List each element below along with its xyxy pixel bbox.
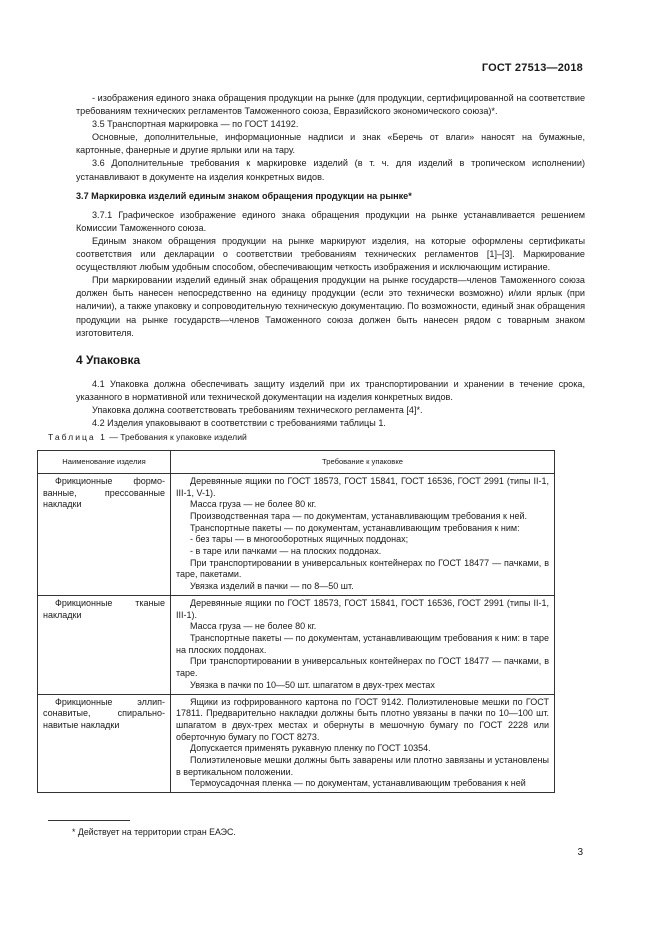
requirement-line: - без тары — в многооборотных ящичных поддонах; — [190, 534, 409, 545]
paragraph: Единым знаком обращения продукции на рынке маркируют изделия, на которые оформлены сертификаты соответствия или декларации о соответствии требованиям технических регламентов [1]–[3]. Маркирование осуществляют любым удобным способом, обеспечивающим четкость изображения и исключающим истирание. — [76, 235, 585, 273]
table-row — [38, 694, 555, 793]
product-name-cell: Фрикционные формованные, прессованные накладки — [38, 473, 171, 595]
product-name-cell: Фрикционные эллипсонавитые, спиральнонавитые накладки — [38, 694, 171, 793]
table-row — [38, 595, 555, 694]
paragraph: Основные, дополнительные, информационные надписи и знак «Беречь от влаги» наносят на бумажные, картонные, фанерные и другие ярлыки или на тару. — [76, 132, 585, 156]
table-row — [38, 473, 555, 595]
requirements-cell — [171, 595, 555, 694]
requirement-line: Ящики из гофрированного картона по ГОСТ 9142. Полиэтиленовые мешки по ГОСТ 17811. Предварительно накладки должны быть плотно увязаны в пачки по 10—100 шт. шпагатом в двух-трех местах и обернуты в мешочную бумагу по ГОСТ 2228 или оберточную бумагу по ГОСТ 8273. — [176, 696, 549, 742]
section-heading: 3.7 Маркировка изделий единым знаком обращения продукции на рынке* — [76, 190, 412, 201]
requirements-cell — [171, 694, 555, 793]
requirement-line: Деревянные ящики по ГОСТ 18573, ГОСТ 15841, ГОСТ 16536, ГОСТ 2991 (типы II-1, III-1, V-1). — [176, 475, 549, 498]
requirement-line: Увязка в пачки по 10—50 шт. шпагатом в двух-трех местах — [190, 679, 435, 690]
column-header: Наименование изделия — [38, 451, 171, 474]
requirement-line: - в таре или пачками — на плоских поддонах. — [190, 546, 382, 557]
table-caption-text: — Требования к упаковке изделий — [109, 432, 247, 443]
requirements-table — [37, 450, 555, 793]
requirement-line: При транспортировании в универсальных контейнерах по ГОСТ 18477 — пачками, в таре. — [176, 656, 549, 679]
paragraph: 4.2 Изделия упаковывают в соответствии с требованиями таблицы 1. — [92, 417, 386, 428]
requirement-line: Транспортные пакеты — по документам, устанавливающим требования к ним: в таре на плоских поддонах. — [176, 633, 549, 655]
requirement-line: Деревянные ящики по ГОСТ 18573, ГОСТ 15841, ГОСТ 16536, ГОСТ 2991 (типы II-1, III-1). — [176, 597, 549, 620]
product-name-cell: Фрикционные тканые накладки — [38, 595, 171, 694]
footnote: * Действует на территории стран ЕАЭС. — [72, 827, 236, 837]
column-header: Требование к упаковке — [171, 451, 555, 474]
table-header-row — [38, 451, 555, 474]
paragraph: Упаковка должна соответствовать требованиям технического регламента [4]*. — [92, 404, 423, 415]
page-number: 3 — [577, 847, 583, 858]
footnote-divider — [48, 820, 130, 821]
requirement-line: Увязка изделий в пачки — по 8—50 шт. — [190, 581, 354, 592]
page-content — [43, 92, 585, 793]
table-caption-label: Таблица 1 — [48, 432, 107, 443]
paragraph: 3.5 Транспортная маркировка — по ГОСТ 14192. — [92, 119, 299, 130]
chapter-heading: 4 Упаковка — [76, 352, 141, 367]
paragraph: - изображения единого знака обращения продукции на рынке (для продукции, сертифицированной на соответствие требованиям технических регламентов Таможенного союза, Евразийского экономического союза)*. — [76, 93, 585, 117]
requirement-line: Масса груза — не более 80 кг. — [190, 499, 317, 510]
paragraph: 4.1 Упаковка должна обеспечивать защиту изделий при их транспортировании и хранении в течение срока, указанного в нормативной или технической документации на изделия конкретных видов. — [76, 378, 585, 402]
requirements-cell — [171, 473, 555, 595]
paragraph: 3.6 Дополнительные требования к маркировке изделий (в т. ч. для изделий в тропическом исполнении) устанавливают в документе на изделия конкретных видов. — [76, 158, 585, 182]
requirement-line: Допускается применять рукавную пленку по ГОСТ 10354. — [190, 743, 431, 754]
requirement-line: При транспортировании в универсальных контейнерах по ГОСТ 18477 — пачками, в таре, пакетами. — [176, 557, 549, 580]
document-code: ГОСТ 27513—2018 — [481, 62, 583, 74]
paragraph: 3.7.1 Графическое изображение единого знака обращения продукции на рынке устанавливается решением Комиссии Таможенного союза. — [76, 209, 585, 233]
requirement-line: Термоусадочная пленка — по документам, устанавливающим требования к ней — [190, 778, 526, 789]
table-caption — [48, 431, 585, 444]
requirement-line: Полиэтиленовые мешки должны быть заварены или плотно завязаны и установлены в вертикальном положении. — [176, 755, 549, 777]
paragraph: При маркировании изделий единый знак обращения продукции на рынке государств—членов Таможенного союза должен быть нанесен непосредственно на единицу продукции (если это технически возможно) и/или ярлык (при наличии), а также упаковку и сопроводительную техническую документацию. По возможности, единый знак обращения продукции на рынке государств—членов Таможенного союза должен быть нанесен рядом с товарным знаком изготовителя. — [76, 275, 585, 338]
requirement-line: Транспортные пакеты — по документам, устанавливающим требования к ним: — [190, 522, 520, 533]
requirement-line: Производственная тара — по документам, устанавливающим требования к ней. — [190, 510, 527, 521]
requirement-line: Масса груза — не более 80 кг. — [190, 621, 317, 632]
